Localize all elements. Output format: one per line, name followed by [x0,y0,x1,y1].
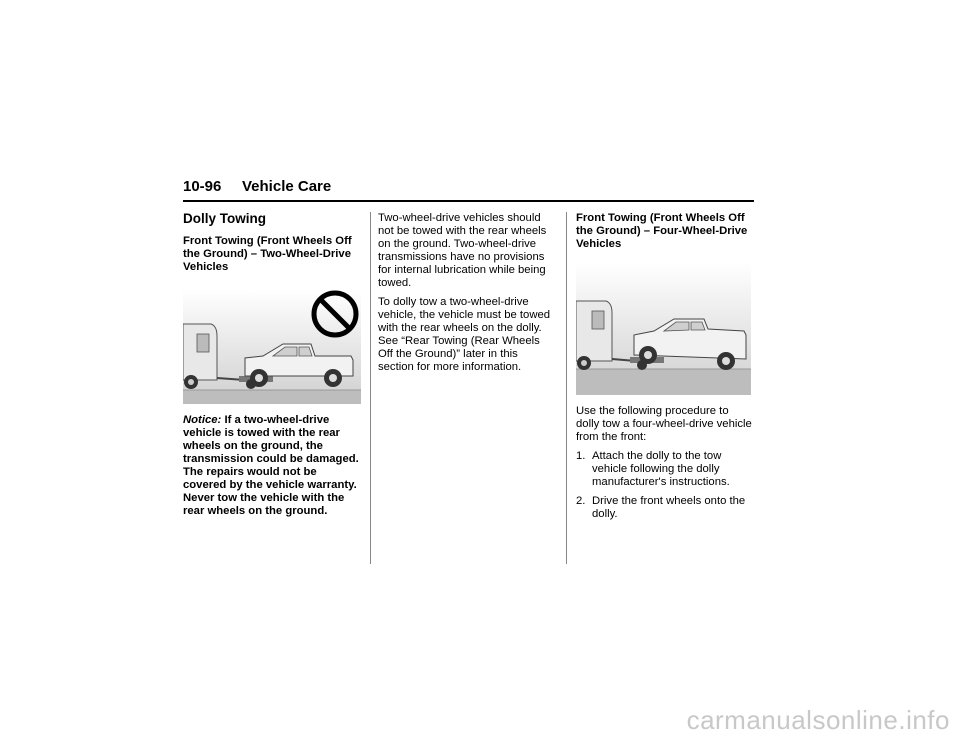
procedure-intro: Use the following procedure to dolly tow a four-wheel-drive vehicle from the front: [576,405,752,443]
notice-block [183,414,361,518]
watermark: carmanualsonline.info [686,705,950,735]
column-divider-2 [566,212,567,564]
list-item [576,495,754,521]
list-item [576,450,754,489]
paragraph-2wd-warning: Two-wheel-drive vehicles should not be towed with the rear wheels on the ground. Two-wheel-drive transmissions have no provisions for internal lubrication while being towed. [378,212,547,289]
page-number: 10-96 [183,178,222,195]
column-divider-1 [370,212,371,564]
paragraph-2wd-procedure: To dolly tow a two-wheel-drive vehicle, the vehicle must be towed with the rear wheels on the dolly. See “Rear Towing (Rear Wheels Off the Ground)” later in this section for more information. [378,296,551,373]
figure-4wd-towing [576,263,751,395]
column-1 [183,212,361,518]
subheading-4wd: Front Towing (Front Wheels Off the Ground) – Four-Wheel-Drive Vehicles [576,212,748,250]
column-2 [378,212,556,380]
section-title: Dolly Towing [183,211,266,226]
step-text: Drive the front wheels onto the dolly. [592,495,746,520]
column-3 [576,212,754,527]
notice-label: Notice: [183,414,222,426]
subheading-2wd: Front Towing (Front Wheels Off the Ground) – Two-Wheel-Drive Vehicles [183,235,352,273]
step-number: 2. [576,495,586,507]
page-header [183,178,754,202]
step-text: Attach the dolly to the tow vehicle following the dolly manufacturer's instructions. [592,450,730,488]
chapter-title: Vehicle Care [242,178,332,195]
procedure-steps [576,450,754,521]
step-number: 1. [576,450,586,462]
figure-2wd-towing [183,286,361,404]
notice-text: If a two-wheel-drive vehicle is towed with the rear wheels on the ground, the transmission could be damaged. The repairs would not be covered by the vehicle warranty. Never tow the vehicle with the rear wheels on the ground. [183,414,359,517]
